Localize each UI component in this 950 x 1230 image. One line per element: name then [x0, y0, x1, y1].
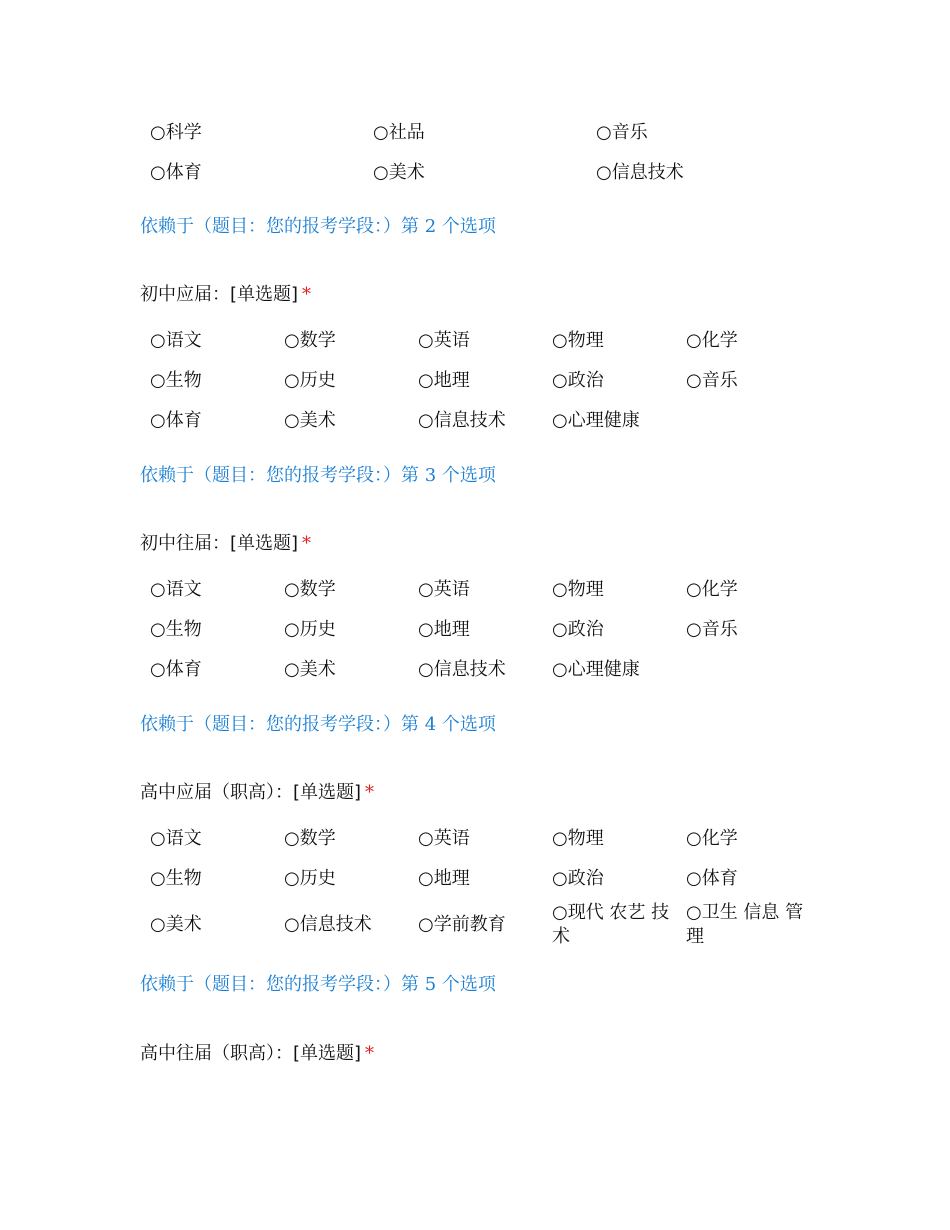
option-art[interactable]: ○美术	[284, 410, 336, 431]
option-it[interactable]: ○信息技术	[418, 659, 506, 680]
question-type: [单选题]	[230, 533, 299, 554]
dependency-suffix: 个选项	[441, 714, 496, 735]
option-politics[interactable]: ○政治	[552, 370, 604, 391]
dependency-suffix: 个选项	[441, 216, 496, 237]
question-title	[140, 1042, 374, 1066]
option-it[interactable]: ○信息技术	[596, 162, 684, 183]
option-history[interactable]: ○历史	[284, 868, 336, 889]
option-english[interactable]: ○英语	[418, 579, 470, 600]
dependency-note	[140, 215, 496, 239]
option-preschool-education[interactable]: ○学前教育	[418, 914, 506, 935]
required-marker: *	[365, 782, 375, 803]
option-geography[interactable]: ○地理	[418, 619, 470, 640]
option-math[interactable]: ○数学	[284, 330, 336, 351]
option-politics[interactable]: ○政治	[552, 868, 604, 889]
dependency-note	[140, 713, 496, 737]
dependency-prefix: 依赖于（题目：您的报考学段：）第	[140, 714, 419, 735]
option-social[interactable]: ○社品	[373, 122, 425, 143]
option-chemistry[interactable]: ○化学	[686, 828, 738, 849]
question-label: 初中往届：	[140, 533, 230, 554]
option-art[interactable]: ○美术	[284, 659, 336, 680]
question-title	[140, 283, 311, 307]
option-physics[interactable]: ○物理	[552, 579, 604, 600]
dependency-number: 5	[424, 974, 437, 995]
option-physics[interactable]: ○物理	[552, 330, 604, 351]
option-english[interactable]: ○英语	[418, 330, 470, 351]
option-math[interactable]: ○数学	[284, 828, 336, 849]
option-geography[interactable]: ○地理	[418, 370, 470, 391]
option-music[interactable]: ○音乐	[596, 122, 648, 143]
question-type: [单选题]	[230, 284, 299, 305]
option-art[interactable]: ○美术	[373, 162, 425, 183]
dependency-prefix: 依赖于（题目：您的报考学段：）第	[140, 974, 419, 995]
option-art[interactable]: ○美术	[150, 914, 202, 935]
option-pe[interactable]: ○体育	[150, 162, 202, 183]
option-it[interactable]: ○信息技术	[284, 914, 372, 935]
option-biology[interactable]: ○生物	[150, 619, 202, 640]
dependency-suffix: 个选项	[441, 974, 496, 995]
dependency-prefix: 依赖于（题目：您的报考学段：）第	[140, 216, 419, 237]
option-physics[interactable]: ○物理	[552, 828, 604, 849]
option-modern-agri-tech[interactable]: ○现代 农艺 技术	[552, 902, 670, 947]
required-marker: *	[365, 1043, 375, 1064]
option-history[interactable]: ○历史	[284, 619, 336, 640]
question-title	[140, 781, 374, 805]
dependency-note	[140, 464, 496, 488]
option-biology[interactable]: ○生物	[150, 370, 202, 391]
dependency-prefix: 依赖于（题目：您的报考学段：）第	[140, 465, 419, 486]
option-history[interactable]: ○历史	[284, 370, 336, 391]
option-science[interactable]: ○科学	[150, 122, 202, 143]
dependency-note	[140, 973, 496, 997]
option-pe[interactable]: ○体育	[686, 868, 738, 889]
option-chinese[interactable]: ○语文	[150, 579, 202, 600]
question-type: [单选题]	[293, 1043, 362, 1064]
option-chinese[interactable]: ○语文	[150, 828, 202, 849]
option-mental-health[interactable]: ○心理健康	[552, 659, 640, 680]
dependency-number: 2	[424, 216, 437, 237]
option-music[interactable]: ○音乐	[686, 619, 738, 640]
option-biology[interactable]: ○生物	[150, 868, 202, 889]
option-chinese[interactable]: ○语文	[150, 330, 202, 351]
dependency-number: 3	[424, 465, 437, 486]
option-english[interactable]: ○英语	[418, 828, 470, 849]
dependency-number: 4	[424, 714, 437, 735]
question-label: 高中往届（职高）：	[140, 1043, 293, 1064]
option-it[interactable]: ○信息技术	[418, 410, 506, 431]
option-health-info-mgmt[interactable]: ○卫生 信息 管理	[686, 902, 804, 947]
option-chemistry[interactable]: ○化学	[686, 330, 738, 351]
question-label: 初中应届：	[140, 284, 230, 305]
option-politics[interactable]: ○政治	[552, 619, 604, 640]
option-music[interactable]: ○音乐	[686, 370, 738, 391]
required-marker: *	[302, 284, 312, 305]
question-type: [单选题]	[293, 782, 362, 803]
question-title	[140, 532, 311, 556]
required-marker: *	[302, 533, 312, 554]
option-pe[interactable]: ○体育	[150, 659, 202, 680]
option-geography[interactable]: ○地理	[418, 868, 470, 889]
option-pe[interactable]: ○体育	[150, 410, 202, 431]
option-math[interactable]: ○数学	[284, 579, 336, 600]
dependency-suffix: 个选项	[441, 465, 496, 486]
option-mental-health[interactable]: ○心理健康	[552, 410, 640, 431]
question-label: 高中应届（职高）：	[140, 782, 293, 803]
option-chemistry[interactable]: ○化学	[686, 579, 738, 600]
